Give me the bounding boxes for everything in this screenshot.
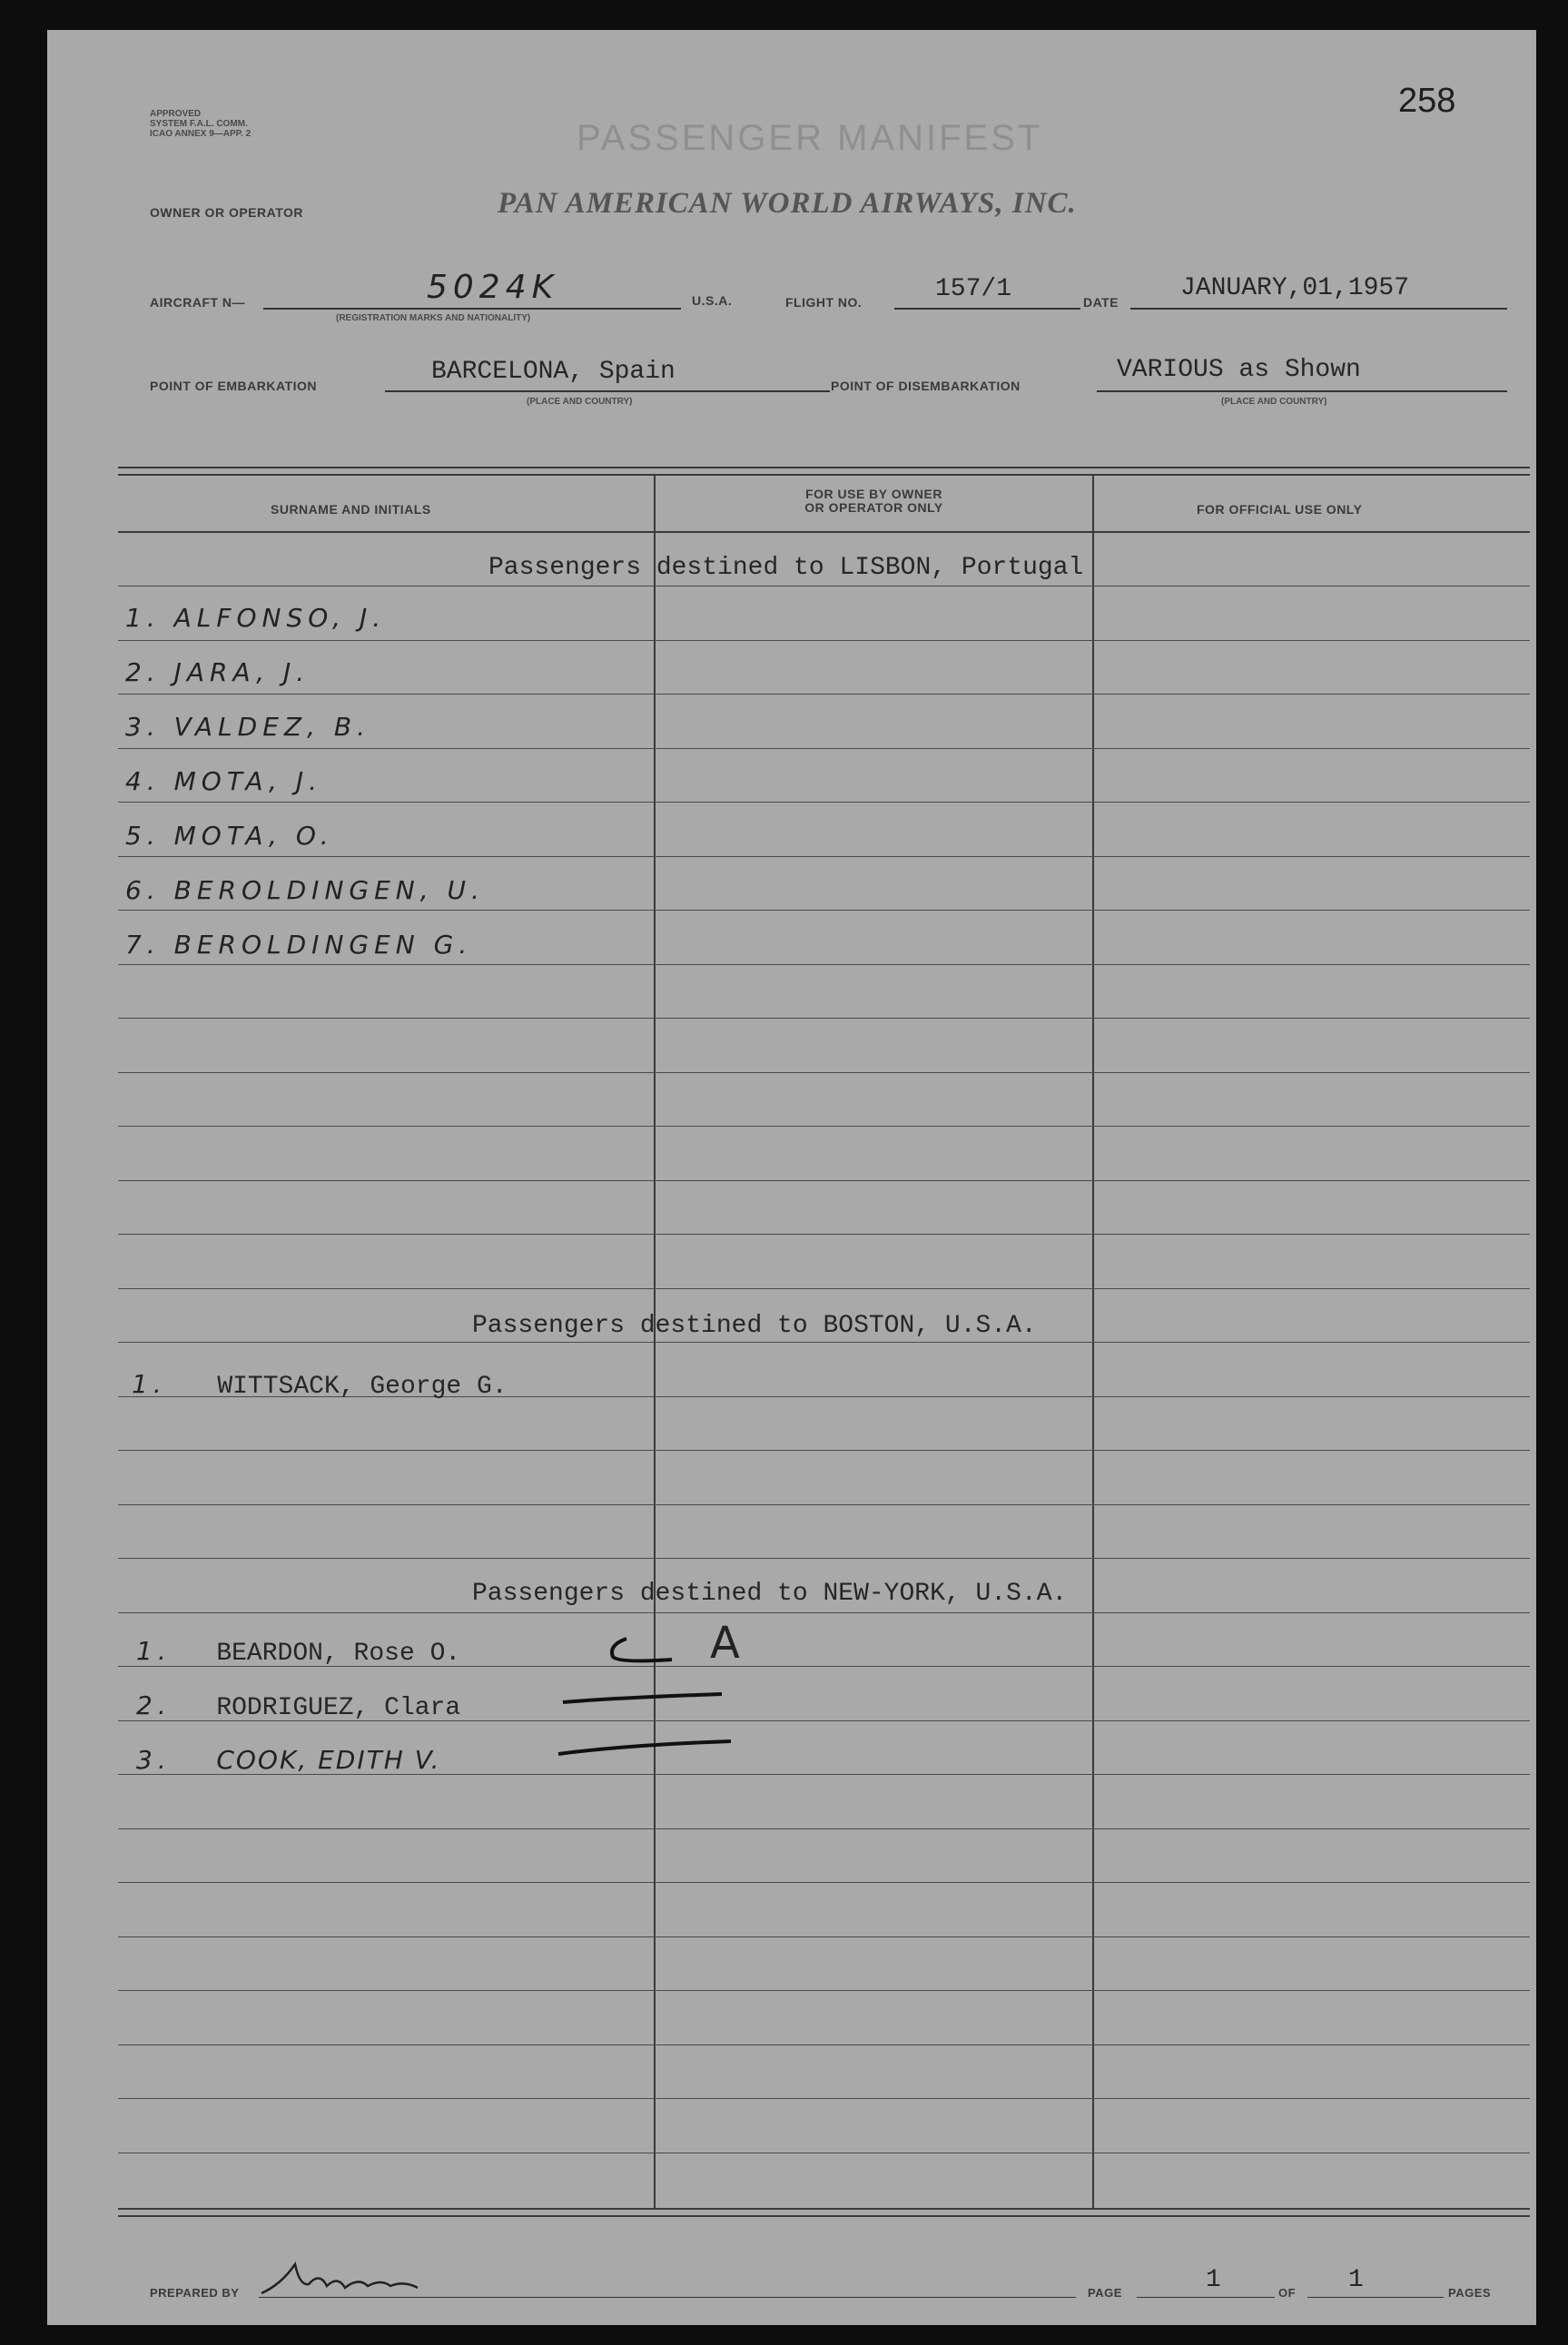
of-label: OF [1278,2286,1297,2300]
passenger-name: RODRIGUEZ, Clara [216,1694,461,1722]
passenger-name: WITTSACK, George G. [217,1373,508,1401]
page-number: 258 [1398,82,1456,120]
ruled-line [118,748,1530,749]
column-header-owner [654,488,1094,515]
ruled-line [118,1126,1530,1127]
passenger-row [136,1745,441,1775]
dash-stroke [563,1694,722,1702]
passenger-name: ALFONSO, J. [173,603,387,633]
disembarkation-underline [1097,390,1507,392]
flight-underline [894,308,1080,310]
ruled-line [118,1018,1530,1019]
passenger-number: 5. [125,821,161,851]
aircraft-underline [263,308,681,310]
passenger-number: 1. [125,603,161,633]
embarkation-value: BARCELONA, Spain [431,358,676,386]
ruled-line [118,1990,1530,1991]
passenger-row [125,766,322,796]
ruled-line [118,1882,1530,1883]
table-bottom-rule [118,2208,1530,2210]
column-header-owner-line: OR OPERATOR ONLY [804,500,943,515]
total-underline [1307,2297,1444,2298]
passenger-number: 1. [136,1636,172,1666]
prepared-by-label: PREPARED BY [150,2286,240,2300]
ruled-line [118,1936,1530,1937]
ruled-line [118,802,1530,803]
table-top-rule [118,474,1530,476]
date-label: DATE [1083,295,1119,310]
approval-line: APPROVED [150,109,202,119]
preparer-signature [254,2259,427,2304]
ruled-line [118,2098,1530,2099]
ruled-line [118,1828,1530,1829]
ruled-line [118,910,1530,911]
column-header-surname: SURNAME AND INITIALS [271,502,431,517]
disembarkation-label: POINT OF DISEMBARKATION [831,379,1021,393]
signature-stroke [261,2264,418,2293]
flight-label: FLIGHT NO. [785,295,863,310]
group-heading-newyork: Passengers destined to NEW-YORK, U.S.A. [472,1580,1068,1608]
aircraft-country: U.S.A. [692,293,733,308]
approval-line: SYSTEM F.A.L. COMM. [150,119,248,129]
group-heading-lisbon: Passengers destined to LISBON, Portugal [488,554,1084,582]
passenger-name: BEARDON, Rose O. [216,1640,461,1668]
form-title: PASSENGER MANIFEST [577,118,1043,158]
ruled-line [118,640,1530,641]
passenger-row [125,875,485,905]
passenger-name: BEROLDINGEN, U. [173,875,485,905]
embarkation-underline [385,390,830,392]
ruled-line [118,694,1530,695]
page-underline [1137,2297,1275,2298]
date-underline [1130,308,1507,310]
passenger-name: MOTA, O. [173,821,334,851]
passenger-row [136,1690,460,1722]
column-divider [654,474,656,2208]
passenger-row [125,603,386,633]
passenger-number: 2. [125,657,161,687]
passenger-name: BEROLDINGEN G. [173,930,473,960]
disembarkation-sublabel: (PLACE AND COUNTRY) [1221,397,1327,407]
pages-label: PAGES [1448,2286,1492,2300]
column-header-owner-line: FOR USE BY OWNER [805,487,942,501]
aircraft-sublabel: (REGISTRATION MARKS AND NATIONALITY) [336,313,531,323]
flight-date: JANUARY,01,1957 [1180,274,1410,302]
owner-label: OWNER OR OPERATOR [150,205,303,220]
column-header-official: FOR OFFICIAL USE ONLY [1197,502,1363,517]
passenger-row [125,712,370,742]
embarkation-label: POINT OF EMBARKATION [150,379,317,393]
passenger-row [136,1636,460,1668]
ruled-line [118,1612,1530,1613]
header-rule [118,531,1530,533]
table-top-rule [118,467,1530,468]
group-heading-boston: Passengers destined to BOSTON, U.S.A. [472,1312,1037,1340]
ruled-line [118,1180,1530,1181]
passenger-number: 6. [125,875,161,905]
ruled-line [118,1558,1530,1559]
passenger-name: JARA, J. [173,657,311,687]
passenger-row [125,930,472,960]
passenger-name: MOTA, J. [173,766,322,796]
check-stroke [612,1639,672,1660]
approval-stamp [150,109,251,139]
table-bottom-rule [118,2215,1530,2217]
embarkation-sublabel: (PLACE AND COUNTRY) [527,397,633,407]
ruled-line [118,1288,1530,1289]
aircraft-registration: 5024K [427,269,559,306]
page-label: PAGE [1088,2286,1122,2300]
flight-number: 157/1 [935,275,1012,303]
aircraft-label: AIRCRAFT N— [150,295,246,310]
ruled-line [118,1234,1530,1235]
column-divider [1092,474,1094,2208]
passenger-number: 3. [125,712,161,742]
ruled-line [118,1072,1530,1073]
passenger-name: COOK, EDITH V. [216,1745,441,1775]
passenger-number: 2. [136,1690,172,1720]
passenger-number: 4. [125,766,161,796]
ruled-line [118,1342,1530,1343]
ruled-line [118,856,1530,857]
page-total: 1 [1348,2266,1364,2294]
passenger-row [125,821,334,851]
operator-name: PAN AMERICAN WORLD AIRWAYS, INC. [498,187,1077,220]
passenger-number: 1. [132,1369,167,1399]
ruled-line [118,2044,1530,2045]
ruled-line [118,964,1530,965]
approval-line: ICAO ANNEX 9—APP. 2 [150,129,251,139]
ruled-line [118,1504,1530,1505]
disembarkation-value: VARIOUS as Shown [1117,356,1361,384]
dash-stroke [558,1741,731,1754]
ruled-line [118,1450,1530,1451]
page-current: 1 [1206,2266,1221,2294]
passenger-number: 7. [125,930,161,960]
passenger-row [132,1369,508,1401]
passenger-name: VALDEZ, B. [173,712,370,742]
passenger-row [125,657,310,687]
annotation-letter: A [710,1618,745,1669]
passenger-number: 3. [136,1745,172,1775]
